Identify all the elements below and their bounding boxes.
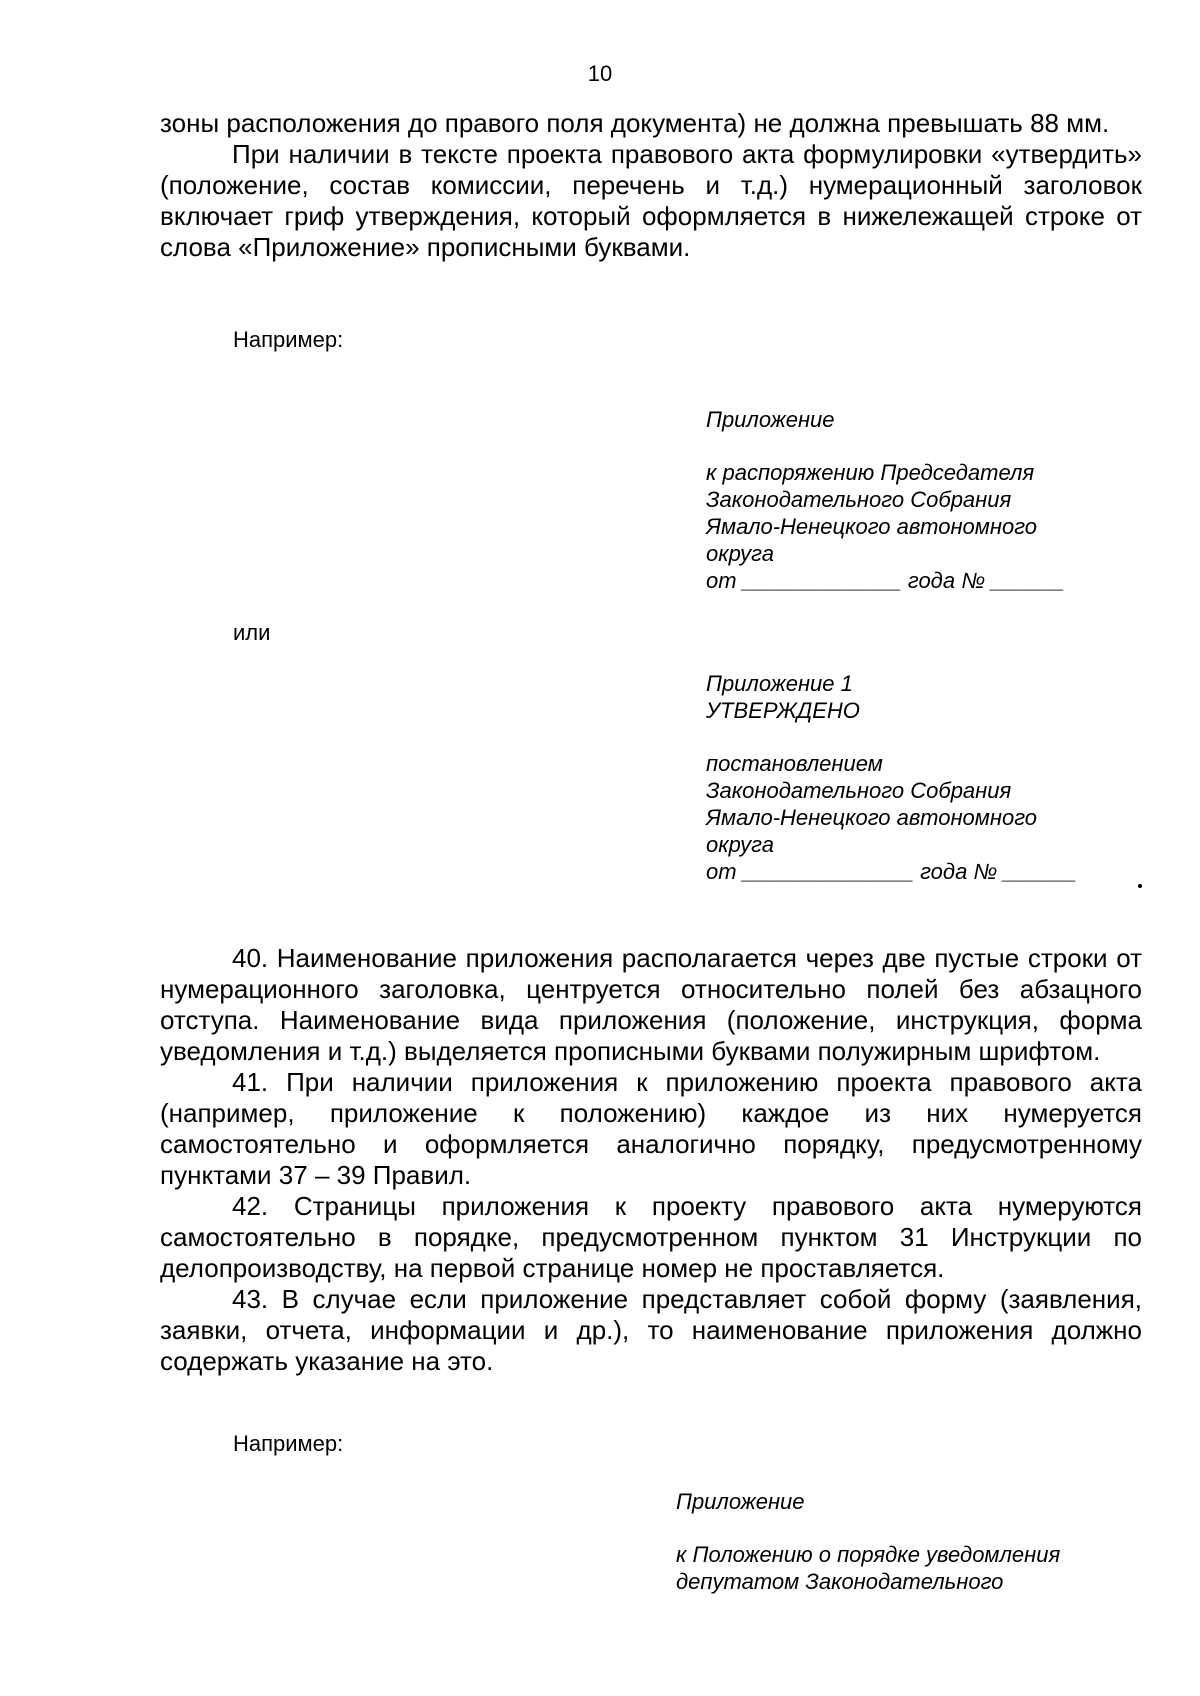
stamp-line: от _____________ года № ______: [706, 568, 1065, 593]
stamp-line: округа: [706, 832, 774, 857]
stamp-approved: УТВЕРЖДЕНО: [706, 698, 860, 723]
stray-dot: [1138, 884, 1142, 888]
paragraph-approval-stamp-rule: При наличии в тексте проекта правового акта формулировки «утвердить» (положение, состав комиссии, перечень и т.д.) нумерационный заголовок включает гриф утверждения, который оформляется в нижележащей строке от слова «Приложение» прописными буквами.: [160, 139, 1142, 262]
paragraph-40: 40. Наименование приложения располагается через две пустые строки от нумерационного заголовка, центруется относительно полей без абзацного отступа. Наименование вида приложения (положение, инструкция, форма уведомления и т.д.) выделяется прописными буквами полужирным шрифтом.: [160, 943, 1142, 1066]
stamp-line: Законодательного Собрания: [706, 487, 1012, 512]
paragraph-continuation: зоны расположения до правого поля документа) не должна превышать 88 мм.: [160, 108, 1110, 138]
example-label: Например:: [233, 327, 344, 352]
page-number: 10: [587, 61, 613, 86]
or-label: или: [233, 620, 271, 645]
stamp-line: постановлением: [706, 751, 883, 776]
stamp-line: от ______________ года № ______: [706, 859, 1077, 884]
numbered-text-block: [160, 943, 1142, 1377]
paragraph-41: 41. При наличии приложения к приложению проекта правового акта (например, приложение к положению) каждое из них нумеруется самостоятельно и оформляется аналогично порядку, предусмотренному пунктами 37 – 39 Правил.: [160, 1067, 1142, 1190]
stamp-line: к распоряжению Председателя: [706, 460, 1035, 485]
stamp-example-2: [706, 670, 1077, 885]
stamp-line: Законодательного Собрания: [706, 778, 1012, 803]
stamp-title: Приложение 1: [706, 671, 853, 696]
stamp-example-3: [676, 1488, 1060, 1595]
stamp-line: депутатом Законодательного: [676, 1569, 1004, 1594]
example-label: Например:: [233, 1431, 344, 1456]
stamp-title: Приложение: [706, 407, 835, 432]
paragraph-43: 43. В случае если приложение представляет собой форму (заявления, заявки, отчета, информации и др.), то наименование приложения должно содержать указание на это.: [160, 1284, 1142, 1376]
stamp-line: Ямало-Ненецкого автономного: [706, 805, 1038, 830]
stamp-example-1: [706, 406, 1065, 594]
stamp-line: округа: [706, 541, 774, 566]
stamp-title: Приложение: [676, 1489, 805, 1514]
stamp-line: Ямало-Ненецкого автономного: [706, 514, 1038, 539]
stamp-line: к Положению о порядке уведомления: [676, 1542, 1061, 1567]
paragraph-42: 42. Страницы приложения к проекту правового акта нумеруются самостоятельно в порядке, предусмотренном пунктом 31 Инструкции по делопроизводству, на первой странице номер не проставляется.: [160, 1191, 1142, 1283]
top-text-block: [160, 108, 1142, 263]
